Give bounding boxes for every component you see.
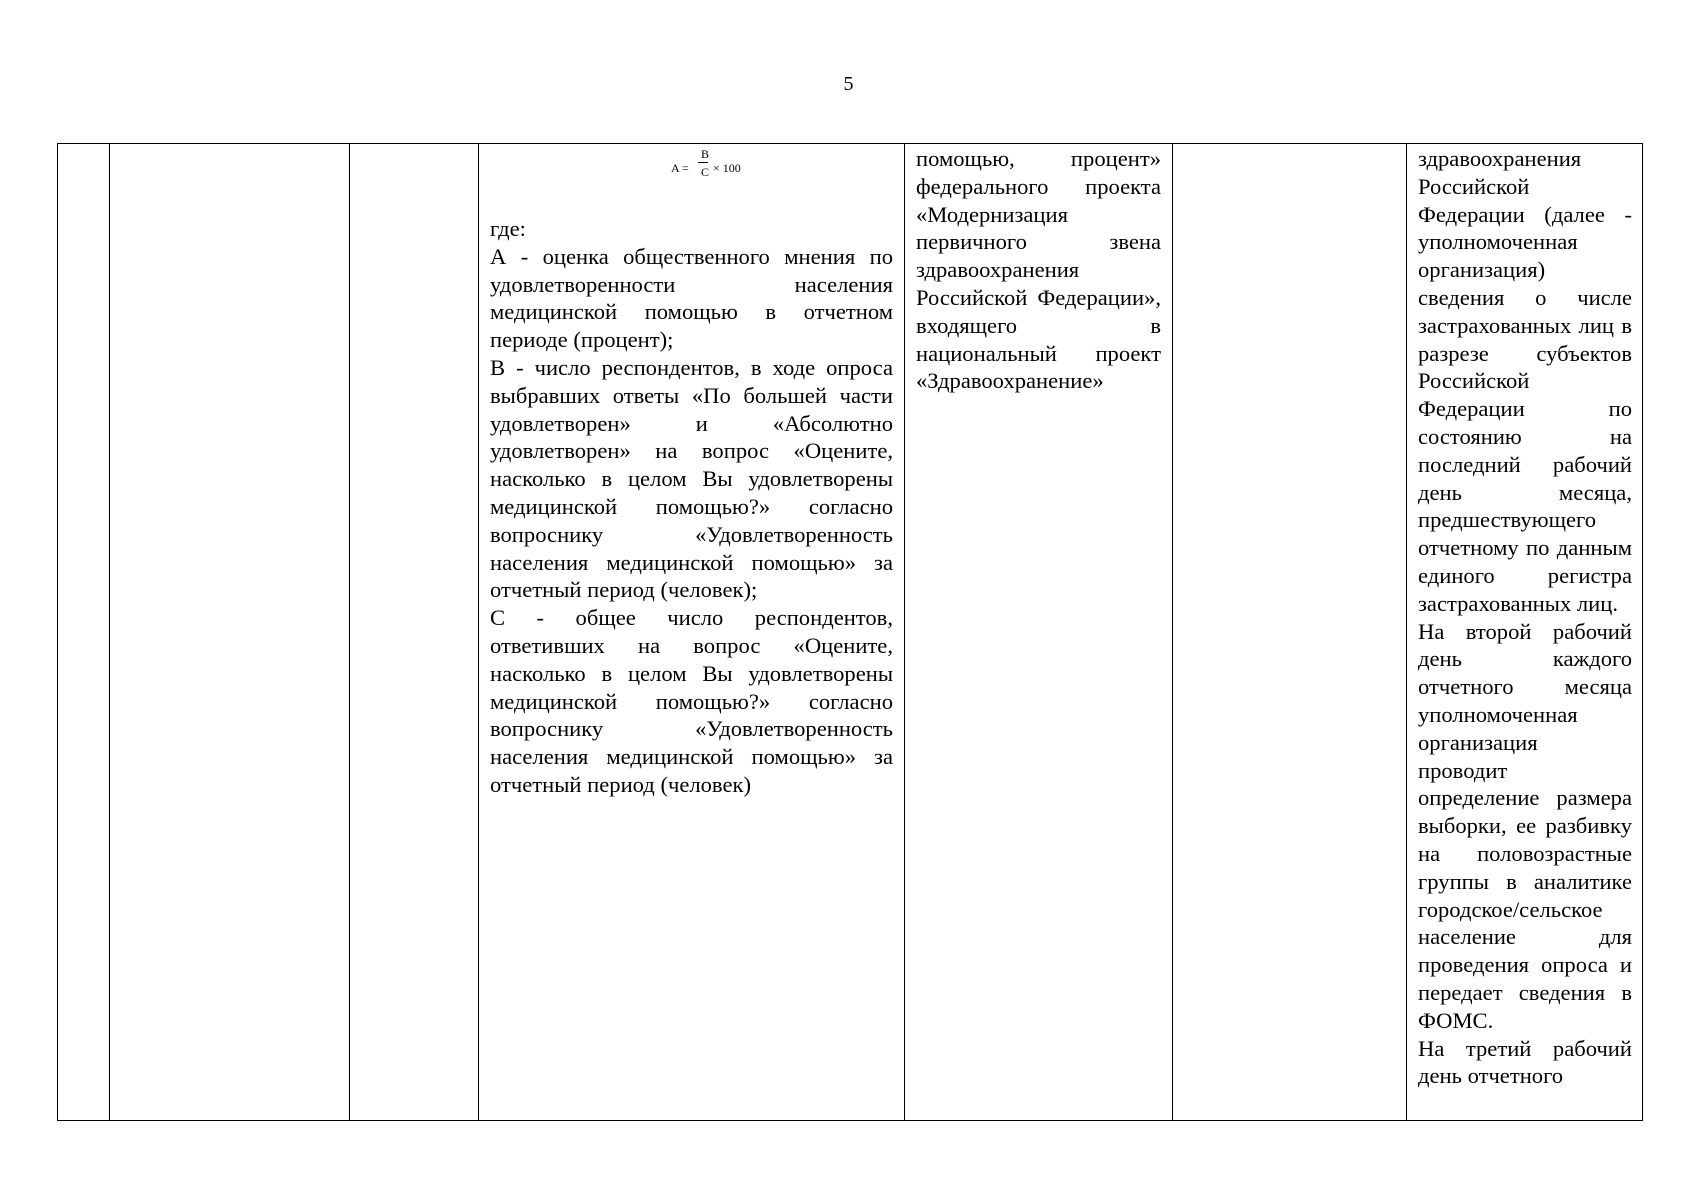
cell-unit (350, 144, 479, 1121)
page-number: 5 (843, 73, 854, 95)
table-row (58, 144, 1643, 1121)
formula-multiplier: × 100 (713, 161, 741, 175)
cell-basic-indicators (905, 144, 1173, 1121)
formula-fraction-bar (698, 162, 708, 163)
calculation-description: где: А - оценка общественного мнения по удовлетворенности населения медицинской помощью в отчетном периоде (процент); В - число респондентов, в ходе опроса выбравших ответы «По большей части удовлетворен» и «Абсолютно удовлетворен» на вопрос «Оцените, насколько в целом Вы удовлетворены медицинской помощью?» согласно вопроснику «Удовлетворенность населения медицинской помощью» за отчетный период (человек); С - общее число респондентов, ответивших на вопрос «Оцените, насколько в целом Вы удовлетворены медицинской помощью?» согласно вопроснику «Удовлетворенность населения медицинской помощью» за отчетный период (человек) (490, 216, 893, 797)
document-table (57, 143, 1643, 1121)
basic-indicators-text: помощью, процент» федерального проекта «Модернизация первичного звена здравоохранения Российской Федерации», входящего в национальный проект «Здравоохранение» (916, 146, 1161, 394)
formula-numerator: B (701, 147, 710, 161)
cell-calculation-method (479, 144, 905, 1121)
formula-denominator: C (701, 165, 710, 179)
formula-lhs: A = (671, 161, 689, 175)
cell-indicator-name (110, 144, 350, 1121)
cell-data-collection-method (1407, 144, 1643, 1121)
cell-number (58, 144, 110, 1121)
cell-empty (1173, 144, 1407, 1121)
data-collection-text: здравоохранения Российской Федерации (далее - уполномоченная организация) сведения о числе застрахованных лиц в разрезе субъектов Российской Федерации по состоянию на последний рабочий день месяца, предшествующего отчетному по данным единого регистра застрахованных лиц. На второй рабочий день каждого отчетного месяца уполномоченная организация проводит определение размера выборки, ее разбивку на половозрастные группы в аналитике городское/сельское население для проведения опроса и передает сведения в ФОМС. На третий рабочий день отчетного (1418, 146, 1632, 1089)
formula (479, 144, 904, 186)
